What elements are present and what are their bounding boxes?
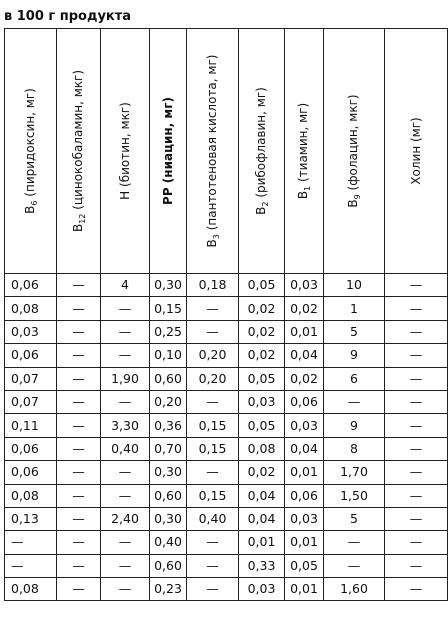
- table-cell: 0,06: [5, 274, 57, 297]
- table-cell: 0,25: [150, 320, 187, 343]
- column-header-main: B: [253, 206, 268, 215]
- table-cell: 0,05: [285, 554, 324, 577]
- table-cell: 0,06: [5, 344, 57, 367]
- table-cell: —: [385, 531, 448, 554]
- table-cell: 0,18: [187, 274, 239, 297]
- column-header-subscript: 6: [29, 200, 39, 206]
- table-cell: 0,02: [239, 344, 285, 367]
- column-header-label: [205, 55, 221, 248]
- table-cell: 0,10: [150, 344, 187, 367]
- table-cell: 0,02: [285, 367, 324, 390]
- table-cell: 0,03: [5, 320, 57, 343]
- column-header-label: [409, 117, 423, 184]
- table-row: [5, 578, 448, 601]
- table-cell: 0,06: [5, 437, 57, 460]
- column-header-subscript: 1: [303, 185, 312, 191]
- table-cell: 0,15: [150, 297, 187, 320]
- table-cell: 6: [324, 367, 385, 390]
- column-header-unit: (пиридоксин, мг): [22, 88, 37, 201]
- table-cell: 0,04: [239, 507, 285, 530]
- table-cell: 0,04: [239, 484, 285, 507]
- table-cell: —: [324, 554, 385, 577]
- table-cell: —: [101, 554, 150, 577]
- table-cell: 0,02: [239, 320, 285, 343]
- table-cell: 0,04: [285, 344, 324, 367]
- table-cell: —: [324, 390, 385, 413]
- table-cell: 0,20: [187, 344, 239, 367]
- table-cell: 1: [324, 297, 385, 320]
- table-cell: 0,02: [285, 297, 324, 320]
- table-cell: 0,15: [187, 437, 239, 460]
- table-cell: 0,06: [285, 390, 324, 413]
- column-header: [101, 29, 150, 274]
- table-cell: —: [385, 414, 448, 437]
- table-cell: —: [57, 578, 101, 601]
- table-cell: —: [101, 461, 150, 484]
- table-cell: 1,90: [101, 367, 150, 390]
- table-cell: 0,04: [285, 437, 324, 460]
- column-header: [239, 29, 285, 274]
- table-cell: —: [57, 484, 101, 507]
- table-cell: 0,03: [239, 578, 285, 601]
- table-cell: —: [385, 274, 448, 297]
- table-cell: —: [57, 274, 101, 297]
- table-cell: —: [57, 344, 101, 367]
- table-row: [5, 344, 448, 367]
- table-cell: 0,01: [285, 320, 324, 343]
- table-row: [5, 274, 448, 297]
- table-cell: —: [57, 320, 101, 343]
- vitamin-table: [4, 28, 448, 601]
- table-cell: —: [5, 554, 57, 577]
- column-header: [187, 29, 239, 274]
- table-cell: 0,33: [239, 554, 285, 577]
- table-cell: —: [187, 320, 239, 343]
- column-header-unit: (фолацин, мкг): [346, 94, 360, 195]
- table-cell: 4: [101, 274, 150, 297]
- table-cell: —: [385, 367, 448, 390]
- column-header-unit: (пантотеновая кислота, мг): [204, 54, 219, 235]
- table-cell: 0,01: [239, 531, 285, 554]
- table-cell: 0,02: [239, 461, 285, 484]
- column-header: [324, 29, 385, 274]
- table-cell: —: [5, 531, 57, 554]
- table-cell: 0,23: [150, 578, 187, 601]
- table-cell: 0,60: [150, 484, 187, 507]
- column-header-main: B: [70, 223, 85, 233]
- column-header-subscript: 9: [353, 194, 362, 200]
- table-cell: 0,60: [150, 367, 187, 390]
- table-cell: —: [385, 344, 448, 367]
- table-cell: 1,50: [324, 484, 385, 507]
- table-cell: 0,06: [285, 484, 324, 507]
- table-cell: —: [385, 320, 448, 343]
- table-cell: 2,40: [101, 507, 150, 530]
- table-row: [5, 390, 448, 413]
- table-cell: 9: [324, 414, 385, 437]
- table-cell: 3,30: [101, 414, 150, 437]
- table-cell: 0,36: [150, 414, 187, 437]
- column-header: [385, 29, 448, 274]
- column-header-label: [346, 94, 362, 207]
- column-header-subscript: 3: [211, 234, 221, 240]
- table-cell: 0,01: [285, 578, 324, 601]
- column-header: [285, 29, 324, 274]
- table-cell: —: [385, 507, 448, 530]
- table-cell: 0,13: [5, 507, 57, 530]
- table-cell: 0,02: [239, 297, 285, 320]
- table-row: [5, 297, 448, 320]
- table-cell: 0,08: [5, 297, 57, 320]
- table-cell: 0,06: [5, 461, 57, 484]
- table-cell: 0,07: [5, 390, 57, 413]
- table-cell: —: [385, 437, 448, 460]
- table-row: [5, 554, 448, 577]
- table-cell: 1,70: [324, 461, 385, 484]
- table-cell: 0,05: [239, 274, 285, 297]
- table-cell: 0,15: [187, 484, 239, 507]
- table-cell: 0,20: [150, 390, 187, 413]
- table-cell: —: [57, 367, 101, 390]
- table-cell: —: [101, 484, 150, 507]
- table-cell: —: [187, 531, 239, 554]
- column-header-label: [23, 88, 39, 214]
- column-header-subscript: 2: [260, 201, 270, 207]
- column-header-main: B: [296, 190, 310, 200]
- column-header-main: B: [22, 205, 37, 214]
- column-header-label: [161, 97, 175, 205]
- column-header-main: B: [346, 199, 360, 208]
- table-cell: 0,03: [285, 414, 324, 437]
- table-cell: 9: [324, 344, 385, 367]
- table-cell: 0,40: [150, 531, 187, 554]
- table-cell: —: [101, 531, 150, 554]
- table-cell: —: [57, 554, 101, 577]
- table-cell: —: [324, 531, 385, 554]
- column-header-unit: (цинокобаламин, мкг): [70, 69, 85, 214]
- table-cell: —: [57, 531, 101, 554]
- table-cell: 0,08: [5, 578, 57, 601]
- table-cell: —: [187, 461, 239, 484]
- column-header-main: B: [204, 239, 219, 248]
- table-row: [5, 320, 448, 343]
- table-cell: —: [187, 297, 239, 320]
- table-cell: 10: [324, 274, 385, 297]
- table-cell: 0,05: [239, 414, 285, 437]
- table-cell: 0,40: [101, 437, 150, 460]
- table-cell: 0,03: [285, 507, 324, 530]
- column-header-main: PP (ниацин, мг): [161, 97, 175, 205]
- column-header-unit: (рибофлавин, мг): [253, 87, 268, 202]
- column-header-unit: (тиамин, мг): [296, 102, 310, 186]
- table-cell: 0,07: [5, 367, 57, 390]
- table-cell: —: [385, 484, 448, 507]
- table-row: [5, 461, 448, 484]
- table-cell: —: [385, 297, 448, 320]
- table-row: [5, 414, 448, 437]
- column-header-label: [71, 70, 87, 232]
- table-cell: 8: [324, 437, 385, 460]
- column-header: [5, 29, 57, 274]
- table-cell: —: [57, 437, 101, 460]
- table-cell: —: [57, 507, 101, 530]
- table-caption: в 100 г продукта: [4, 9, 132, 24]
- table-cell: 0,60: [150, 554, 187, 577]
- table-cell: —: [385, 554, 448, 577]
- table-cell: —: [187, 578, 239, 601]
- column-header-main: Холин (мг): [409, 117, 423, 185]
- table-cell: —: [385, 578, 448, 601]
- table-cell: 0,20: [187, 367, 239, 390]
- table-cell: —: [101, 297, 150, 320]
- table-cell: 0,15: [187, 414, 239, 437]
- column-header-label: [254, 87, 270, 215]
- table-row: [5, 437, 448, 460]
- table-cell: —: [57, 297, 101, 320]
- table-cell: 1,60: [324, 578, 385, 601]
- table-row: [5, 531, 448, 554]
- column-header-label: [118, 102, 132, 200]
- column-header: [57, 29, 101, 274]
- table-cell: 0,30: [150, 507, 187, 530]
- column-header-label: [296, 103, 312, 199]
- table-row: [5, 507, 448, 530]
- column-header-main: H (биотин, мкг): [118, 102, 132, 200]
- table-cell: —: [101, 320, 150, 343]
- table-cell: 5: [324, 320, 385, 343]
- table-cell: 0,08: [5, 484, 57, 507]
- header-row: [5, 29, 448, 274]
- table-cell: 0,01: [285, 531, 324, 554]
- table-cell: 0,08: [239, 437, 285, 460]
- table-cell: —: [101, 344, 150, 367]
- table-cell: 0,05: [239, 367, 285, 390]
- table-cell: 0,03: [239, 390, 285, 413]
- table-row: [5, 484, 448, 507]
- table-cell: —: [385, 390, 448, 413]
- table-cell: 0,01: [285, 461, 324, 484]
- table-cell: 0,30: [150, 461, 187, 484]
- table-cell: 5: [324, 507, 385, 530]
- column-header: [150, 29, 187, 274]
- table-cell: 0,30: [150, 274, 187, 297]
- table-cell: —: [57, 461, 101, 484]
- table-cell: 0,03: [285, 274, 324, 297]
- table-cell: 0,11: [5, 414, 57, 437]
- table-cell: —: [57, 414, 101, 437]
- table-cell: —: [385, 461, 448, 484]
- table-cell: —: [101, 578, 150, 601]
- table-cell: 0,70: [150, 437, 187, 460]
- table-row: [5, 367, 448, 390]
- table-cell: —: [187, 390, 239, 413]
- table-cell: 0,40: [187, 507, 239, 530]
- table-cell: —: [187, 554, 239, 577]
- table-cell: —: [57, 390, 101, 413]
- table-cell: —: [101, 390, 150, 413]
- table-body: [5, 274, 448, 601]
- column-header-subscript: 12: [77, 213, 87, 224]
